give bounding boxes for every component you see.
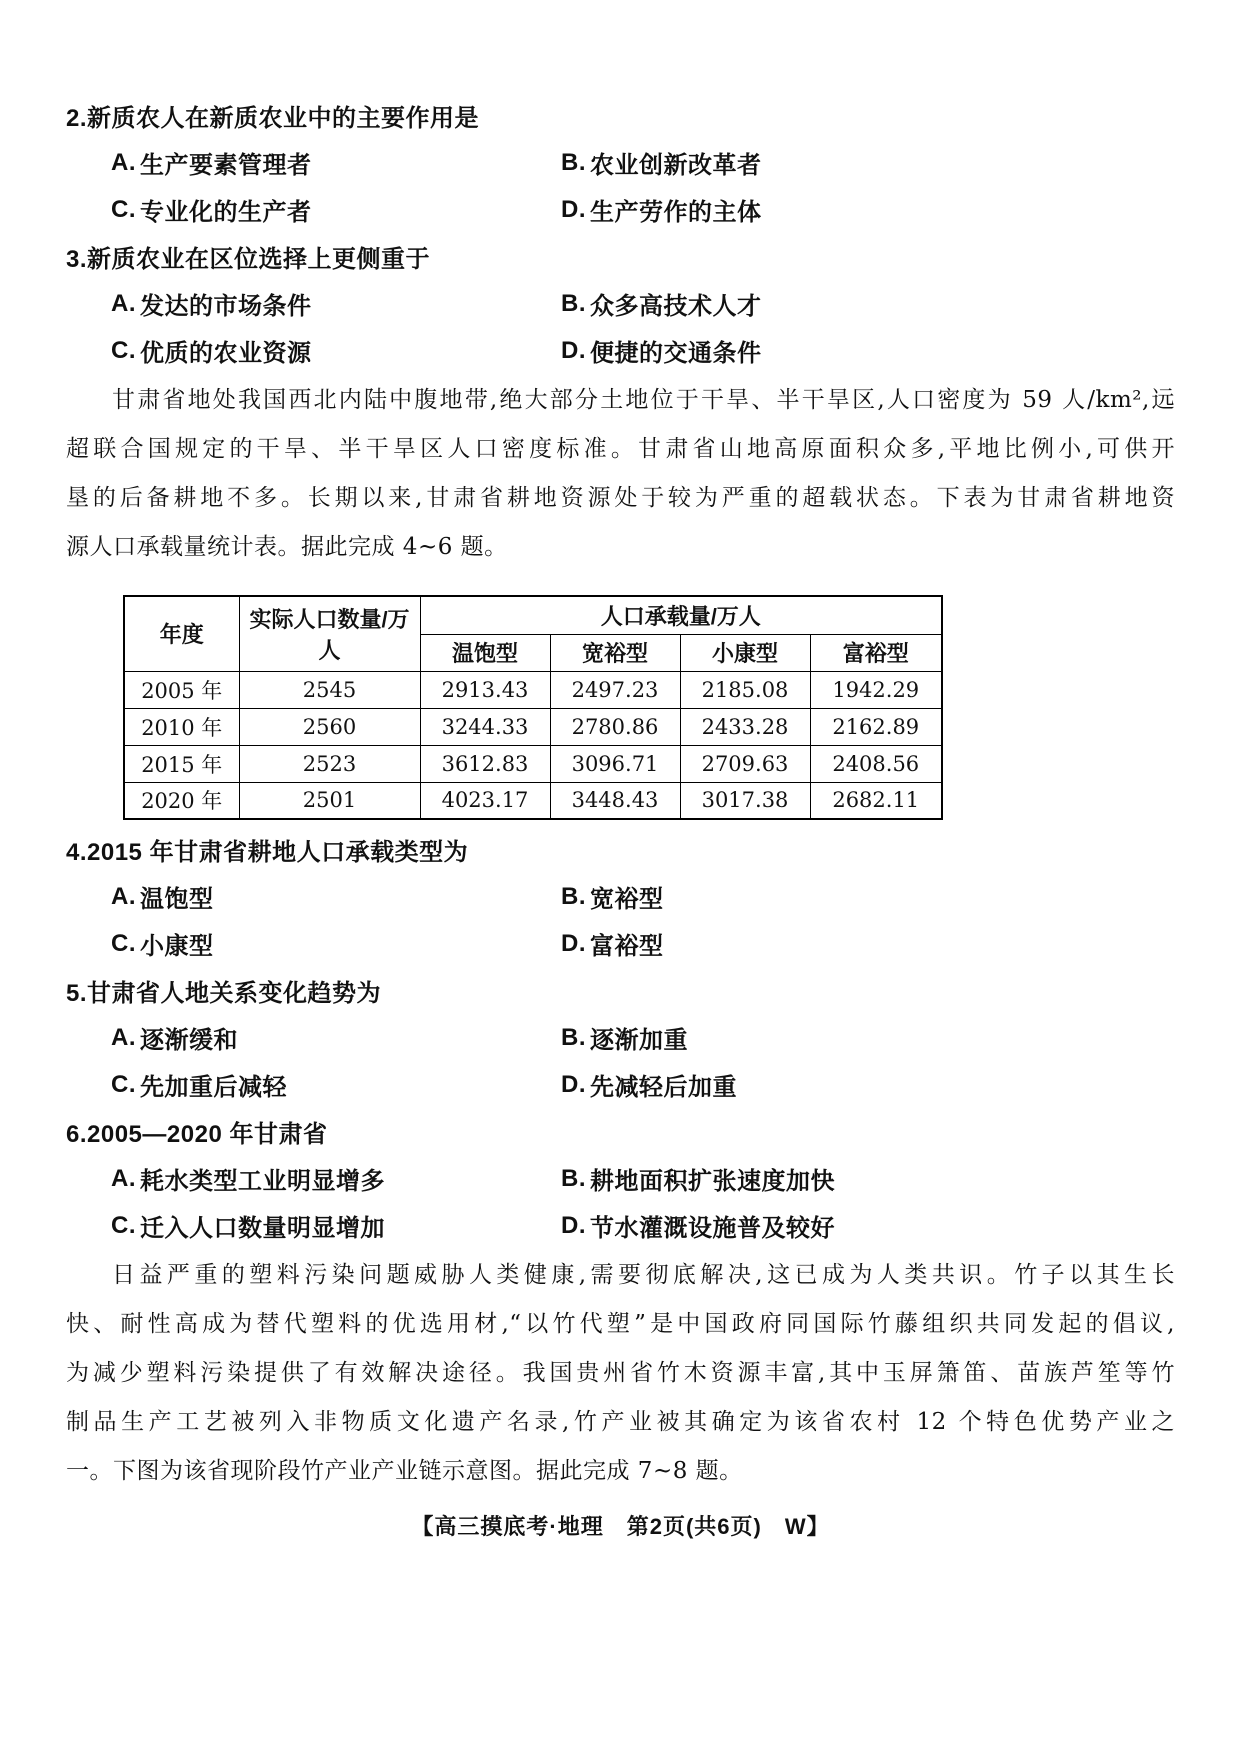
option-label: D. <box>561 336 586 364</box>
cell-year: 2020 年 <box>124 782 239 819</box>
option-label: B. <box>561 1164 586 1192</box>
option-d <box>561 920 1175 967</box>
question-stem: 3.新质农业在区位选择上更侧重于 <box>66 246 431 273</box>
cell-actual: 2523 <box>239 745 420 782</box>
cell-value: 3096.71 <box>550 745 680 782</box>
passage-line: 甘肃省地处我国西北内陆中腹地带,绝大部分土地位于干旱、半干旱区,人口密度为 59 人/km²,远 <box>112 387 1175 413</box>
option-label: A. <box>111 148 136 176</box>
option-a <box>111 1014 561 1061</box>
col-header-fuyu: 富裕型 <box>810 634 942 671</box>
cell-value: 3244.33 <box>420 708 550 745</box>
option-a <box>111 1155 561 1202</box>
option-b <box>561 280 1175 327</box>
option-text: 耗水类型工业明显增多 <box>140 1168 385 1195</box>
cell-year: 2010 年 <box>124 708 239 745</box>
question-stem: 6.2005—2020 年甘肃省 <box>66 1121 328 1148</box>
cell-year: 2005 年 <box>124 671 239 708</box>
col-header-capacity: 人口承载量/万人 <box>420 596 942 634</box>
cell-value: 2185.08 <box>680 671 810 708</box>
option-label: C. <box>111 1070 136 1098</box>
table-row <box>124 782 942 819</box>
option-d <box>561 1061 1175 1108</box>
options-grid <box>66 873 1175 967</box>
option-label: D. <box>561 1070 586 1098</box>
option-label: B. <box>561 882 586 910</box>
question-2 <box>66 92 1175 233</box>
options-grid <box>66 1155 1175 1249</box>
col-header-xiaokang: 小康型 <box>680 634 810 671</box>
option-b <box>561 1155 1175 1202</box>
option-label: D. <box>561 1211 586 1239</box>
table-row <box>124 708 942 745</box>
passage-line: 制品生产工艺被列入非物质文化遗产名录,竹产业被其确定为该省农村 12 个特色优势产业之 <box>66 1409 1175 1435</box>
option-text: 逐渐加重 <box>590 1027 688 1054</box>
option-text: 农业创新改革者 <box>590 152 762 179</box>
option-text: 专业化的生产者 <box>140 199 312 226</box>
cell-year: 2015 年 <box>124 745 239 782</box>
cell-actual: 2501 <box>239 782 420 819</box>
option-text: 宽裕型 <box>590 886 664 913</box>
passage-line: 日益严重的塑料污染问题威胁人类健康,需要彻底解决,这已成为人类共识。竹子以其生长 <box>112 1262 1175 1288</box>
option-text: 富裕型 <box>590 933 664 960</box>
passage-line: 源人口承载量统计表。据此完成 4~6 题。 <box>66 534 508 560</box>
option-a <box>111 280 561 327</box>
option-text: 优质的农业资源 <box>140 340 312 367</box>
col-header-wenbao: 温饱型 <box>420 634 550 671</box>
option-text: 发达的市场条件 <box>140 293 312 320</box>
option-text: 先减轻后加重 <box>590 1074 737 1101</box>
option-text: 逐渐缓和 <box>140 1027 238 1054</box>
option-label: A. <box>111 289 136 317</box>
cell-value: 2780.86 <box>550 708 680 745</box>
col-header-actual-population: 实际人口数量/万人 <box>239 596 420 671</box>
option-b <box>561 873 1175 920</box>
question-4 <box>66 826 1175 967</box>
passage-line: 垦的后备耕地不多。长期以来,甘肃省耕地资源处于较为严重的超载状态。下表为甘肃省耕地资 <box>66 485 1175 511</box>
question-6 <box>66 1108 1175 1249</box>
option-text: 便捷的交通条件 <box>590 340 762 367</box>
cell-value: 3448.43 <box>550 782 680 819</box>
option-c <box>111 920 561 967</box>
col-header-kuanyu: 宽裕型 <box>550 634 680 671</box>
option-label: C. <box>111 929 136 957</box>
option-d <box>561 327 1175 374</box>
population-capacity-table <box>123 595 943 820</box>
page-footer: 【高三摸底考·地理 第2页(共6页) W】 <box>411 1514 830 1539</box>
option-label: B. <box>561 148 586 176</box>
cell-value: 2709.63 <box>680 745 810 782</box>
question-3 <box>66 233 1175 374</box>
option-a <box>111 139 561 186</box>
option-label: B. <box>561 289 586 317</box>
passage-line: 快、耐性高成为替代塑料的优选用材,“以竹代塑”是中国政府同国际竹藤组织共同发起的倡议, <box>66 1311 1175 1337</box>
cell-value: 2682.11 <box>810 782 942 819</box>
option-d <box>561 186 1175 233</box>
option-text: 温饱型 <box>140 886 214 913</box>
col-header-year: 年度 <box>124 596 239 671</box>
cell-value: 2913.43 <box>420 671 550 708</box>
cell-value: 3612.83 <box>420 745 550 782</box>
cell-actual: 2560 <box>239 708 420 745</box>
option-c <box>111 327 561 374</box>
option-c <box>111 1202 561 1249</box>
passage-line: 为减少塑料污染提供了有效解决途径。我国贵州省竹木资源丰富,其中玉屏箫笛、苗族芦笙等竹 <box>66 1360 1175 1386</box>
option-text: 众多高技术人才 <box>590 293 762 320</box>
cell-value: 2433.28 <box>680 708 810 745</box>
option-label: A. <box>111 882 136 910</box>
passage-line: 超联合国规定的干旱、半干旱区人口密度标准。甘肃省山地高原面积众多,平地比例小,可供开 <box>66 436 1175 462</box>
option-b <box>561 1014 1175 1061</box>
passage-line: 一。下图为该省现阶段竹产业产业链示意图。据此完成 7~8 题。 <box>66 1458 743 1484</box>
question-stem: 5.甘肃省人地关系变化趋势为 <box>66 980 382 1007</box>
option-c <box>111 1061 561 1108</box>
cell-value: 1942.29 <box>810 671 942 708</box>
option-text: 耕地面积扩张速度加快 <box>590 1168 835 1195</box>
options-grid <box>66 280 1175 374</box>
cell-actual: 2545 <box>239 671 420 708</box>
option-text: 生产要素管理者 <box>140 152 312 179</box>
option-label: C. <box>111 195 136 223</box>
option-text: 生产劳作的主体 <box>590 199 762 226</box>
cell-value: 2162.89 <box>810 708 942 745</box>
passage-bamboo <box>66 1251 1175 1496</box>
option-label: A. <box>111 1164 136 1192</box>
passage-gansu <box>66 376 1175 572</box>
table-header-row <box>124 596 942 634</box>
option-label: B. <box>561 1023 586 1051</box>
option-label: A. <box>111 1023 136 1051</box>
option-c <box>111 186 561 233</box>
option-text: 节水灌溉设施普及较好 <box>590 1215 835 1242</box>
option-label: C. <box>111 1211 136 1239</box>
option-text: 小康型 <box>140 933 214 960</box>
cell-value: 3017.38 <box>680 782 810 819</box>
question-stem: 2.新质农人在新质农业中的主要作用是 <box>66 105 480 132</box>
options-grid <box>66 1014 1175 1108</box>
option-label: D. <box>561 929 586 957</box>
option-label: D. <box>561 195 586 223</box>
option-text: 迁入人口数量明显增加 <box>140 1215 385 1242</box>
option-text: 先加重后减轻 <box>140 1074 287 1101</box>
question-stem: 4.2015 年甘肃省耕地人口承载类型为 <box>66 839 469 866</box>
cell-value: 2497.23 <box>550 671 680 708</box>
options-grid <box>66 139 1175 233</box>
question-5 <box>66 967 1175 1108</box>
option-d <box>561 1202 1175 1249</box>
option-label: C. <box>111 336 136 364</box>
option-b <box>561 139 1175 186</box>
table-row <box>124 671 942 708</box>
cell-value: 4023.17 <box>420 782 550 819</box>
option-a <box>111 873 561 920</box>
table-row <box>124 745 942 782</box>
cell-value: 2408.56 <box>810 745 942 782</box>
